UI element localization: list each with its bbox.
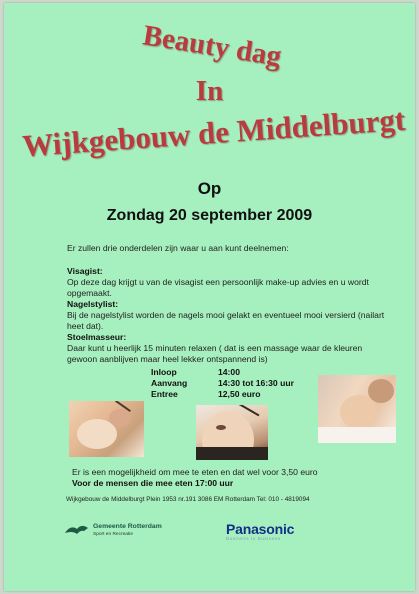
schedule-row: Aanvang 14:30 tot 16:30 uur bbox=[151, 378, 294, 388]
section-heading-nagelstylist: Nagelstylist: bbox=[67, 299, 119, 309]
title-line-3 bbox=[4, 101, 415, 169]
intro-text: Er zullen drie onderdelen zijn waar u aan kunt deelnemen: bbox=[67, 243, 289, 253]
panasonic-tagline: Business to Business bbox=[226, 536, 281, 541]
panasonic-logo bbox=[226, 521, 294, 541]
section-text-nagelstylist: Bij de nagelstylist worden de nagels mooi gelakt en eventueel mooi versierd (nailart heet dat). bbox=[67, 310, 385, 331]
section-heading-stoelmasseur: Stoelmasseur: bbox=[67, 332, 127, 342]
title-line-2: In bbox=[195, 75, 224, 107]
op-label: Op bbox=[197, 179, 222, 198]
photo-massage bbox=[318, 375, 396, 443]
meal-time: Voor de mensen die mee eten 17:00 uur bbox=[72, 478, 234, 488]
title-line-1 bbox=[4, 21, 415, 71]
section-text-visagist: Op deze dag krijgt u van de visagist een persoonlijk make-up advies en u wordt opgemaakt. bbox=[67, 277, 369, 298]
panasonic-name: Panasonic bbox=[226, 521, 295, 537]
gemeente-sub: Sport en Recreatie bbox=[93, 532, 133, 537]
schedule-row: Inloop 14:00 bbox=[151, 367, 240, 377]
flyer-sheet bbox=[4, 3, 415, 591]
meal-info: Er is een mogelijkheid om mee te eten en dat wel voor 3,50 euro bbox=[72, 467, 318, 477]
address: Wijkgebouw de Middelburgt Plein 1953 nr.191 3086 EM Rotterdam Tel: 010 - 4819094 bbox=[66, 496, 310, 503]
photo-makeup bbox=[196, 405, 268, 460]
gemeente-name: Gemeente Rotterdam bbox=[93, 523, 162, 530]
rotterdam-lion-icon bbox=[64, 523, 90, 537]
section-heading-visagist: Visagist: bbox=[67, 266, 103, 276]
schedule bbox=[151, 367, 294, 400]
event-date: Zondag 20 september 2009 bbox=[106, 207, 313, 224]
gemeente-rotterdam-logo bbox=[64, 523, 162, 537]
svg-text:Beauty dag: Beauty dag bbox=[140, 19, 284, 73]
sections bbox=[67, 266, 392, 365]
svg-text:Wijkgebouw de Middelburgt: Wijkgebouw de Middelburgt bbox=[21, 101, 407, 164]
photo-nail-care bbox=[69, 401, 144, 457]
section-text-stoelmasseur: Daar kunt u heerlijk 15 minuten relaxen ( dat is een massage waar de kleuren gewoon aanblijven maar heel lekker ontspannend is) bbox=[67, 343, 363, 364]
schedule-row: Entree 12,50 euro bbox=[151, 389, 261, 399]
